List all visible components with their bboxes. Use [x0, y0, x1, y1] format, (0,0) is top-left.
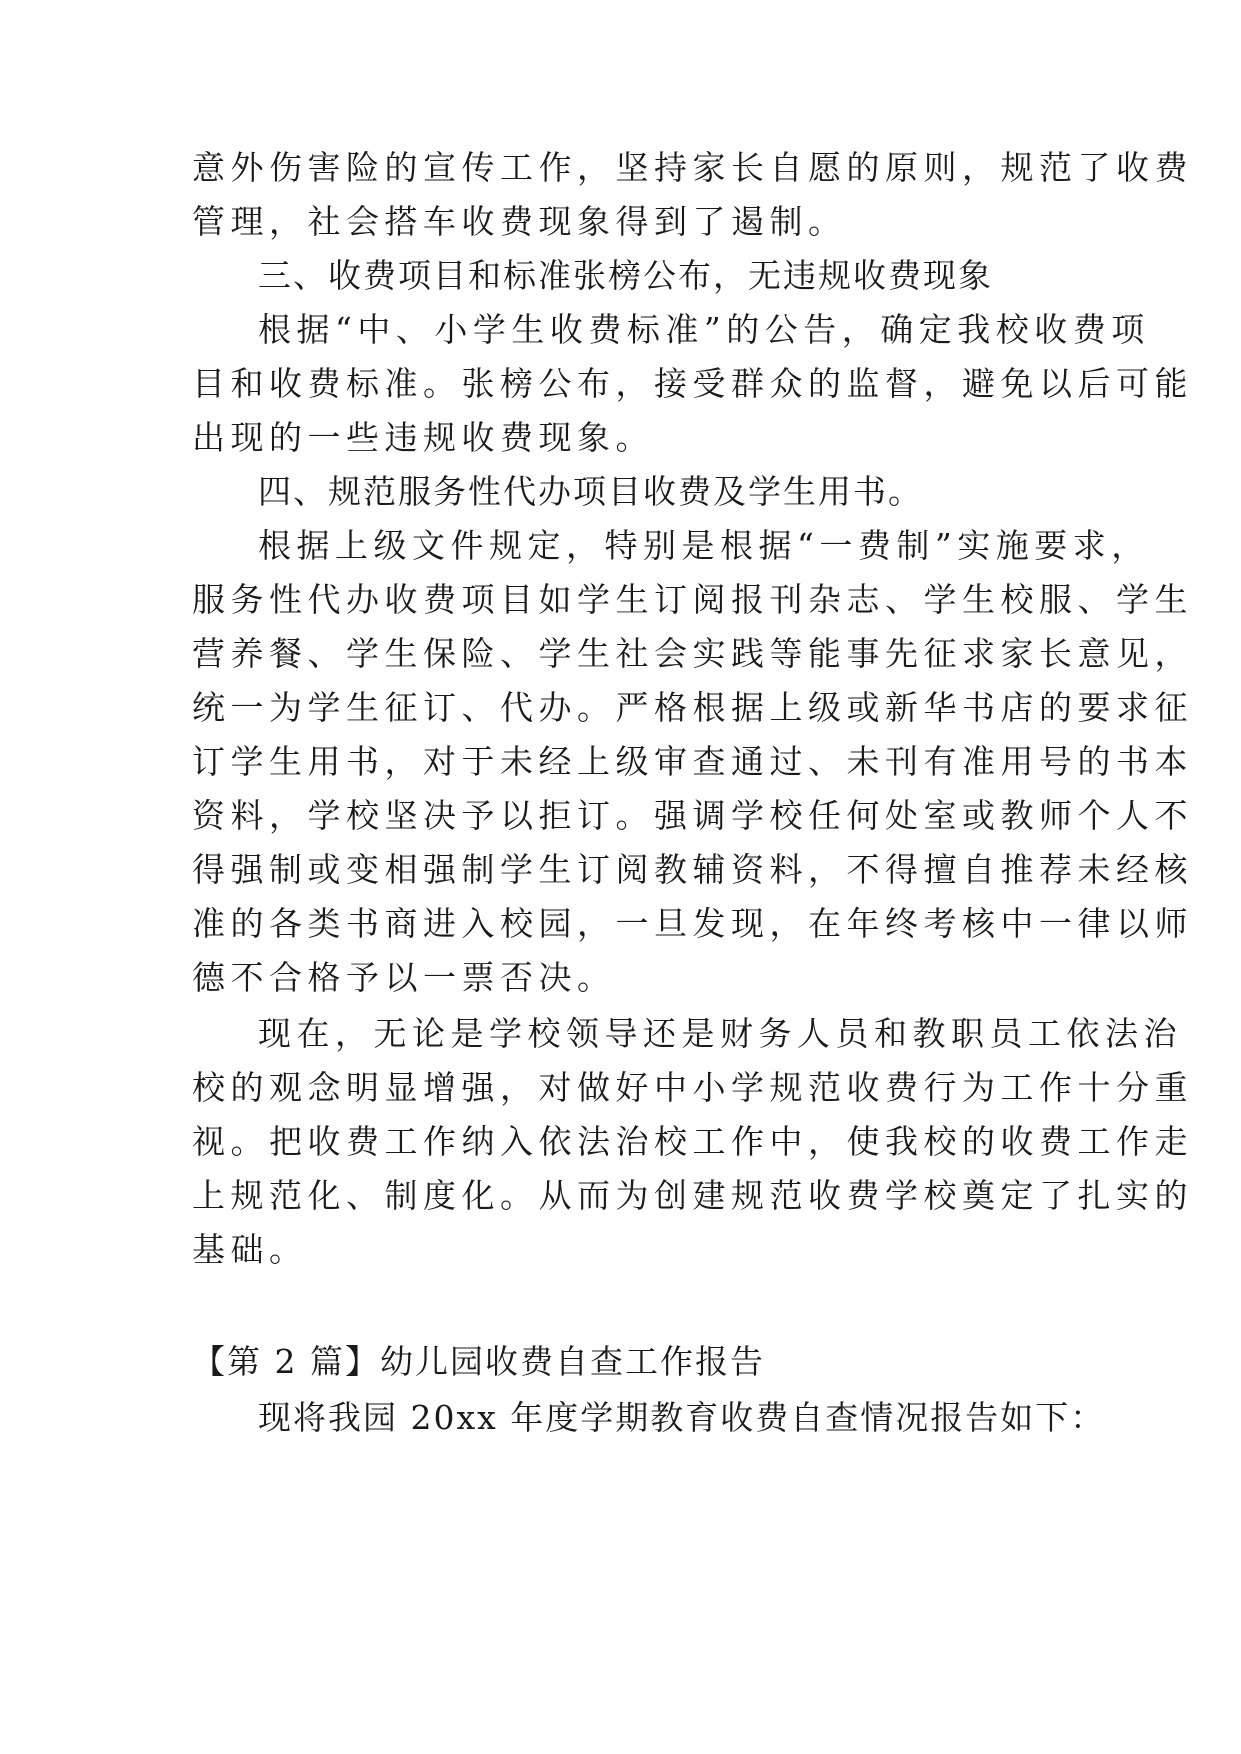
paragraph-line: 基础。	[192, 1230, 308, 1269]
paragraph-line: 营养餐、学生保险、学生社会实践等能事先征求家长意见，	[192, 634, 1193, 673]
paragraph-line: 意外伤害险的宣传工作，坚持家长自愿的原则，规范了收费	[192, 148, 1193, 187]
paragraph-line: 出现的一些违规收费现象。	[192, 418, 654, 457]
paragraph-line: 校的观念明显增强，对做好中小学规范收费行为工作十分重	[192, 1068, 1193, 1107]
section-heading-3: 三、收费项目和标准张榜公布，无违规收费现象	[258, 256, 993, 295]
paragraph-line: 根据“中、小学生收费标准”的公告，确定我校收费项	[258, 310, 1150, 349]
paragraph-line: 上规范化、制度化。从而为创建规范收费学校奠定了扎实的	[192, 1176, 1193, 1215]
paragraph-line: 德不合格予以一票否决。	[192, 958, 616, 997]
paragraph-line: 视。把收费工作纳入依法治校工作中，使我校的收费工作走	[192, 1122, 1193, 1161]
paragraph-line: 统一为学生征订、代办。严格根据上级或新华书店的要求征	[192, 688, 1193, 727]
paragraph-line: 目和收费标准。张榜公布，接受群众的监督，避免以后可能	[192, 364, 1193, 403]
section-heading-4: 四、规范服务性代办项目收费及学生用书。	[258, 472, 923, 511]
paragraph-line: 管理，社会搭车收费现象得到了遏制。	[192, 202, 847, 241]
paragraph-line: 订学生用书，对于未经上级审查通过、未刊有准用号的书本	[192, 742, 1193, 781]
paragraph-line: 得强制或变相强制学生订阅教辅资料，不得擅自推荐未经核	[192, 850, 1193, 889]
paragraph-line: 根据上级文件规定，特别是根据“一费制”实施要求，	[258, 526, 1150, 565]
paragraph-line: 资料，学校坚决予以拒订。强调学校任何处室或教师个人不	[192, 796, 1193, 835]
article-title: 【第 2 篇】幼儿园收费自查工作报告	[192, 1342, 765, 1381]
paragraph-line: 准的各类书商进入校园，一旦发现，在年终考核中一律以师	[192, 904, 1193, 943]
article-intro: 现将我园 20xx 年度学期教育收费自查情况报告如下：	[258, 1398, 1106, 1437]
paragraph-line: 现在，无论是学校领导还是财务人员和教职员工依法治	[258, 1014, 1182, 1053]
paragraph-line: 服务性代办收费项目如学生订阅报刊杂志、学生校服、学生	[192, 580, 1193, 619]
